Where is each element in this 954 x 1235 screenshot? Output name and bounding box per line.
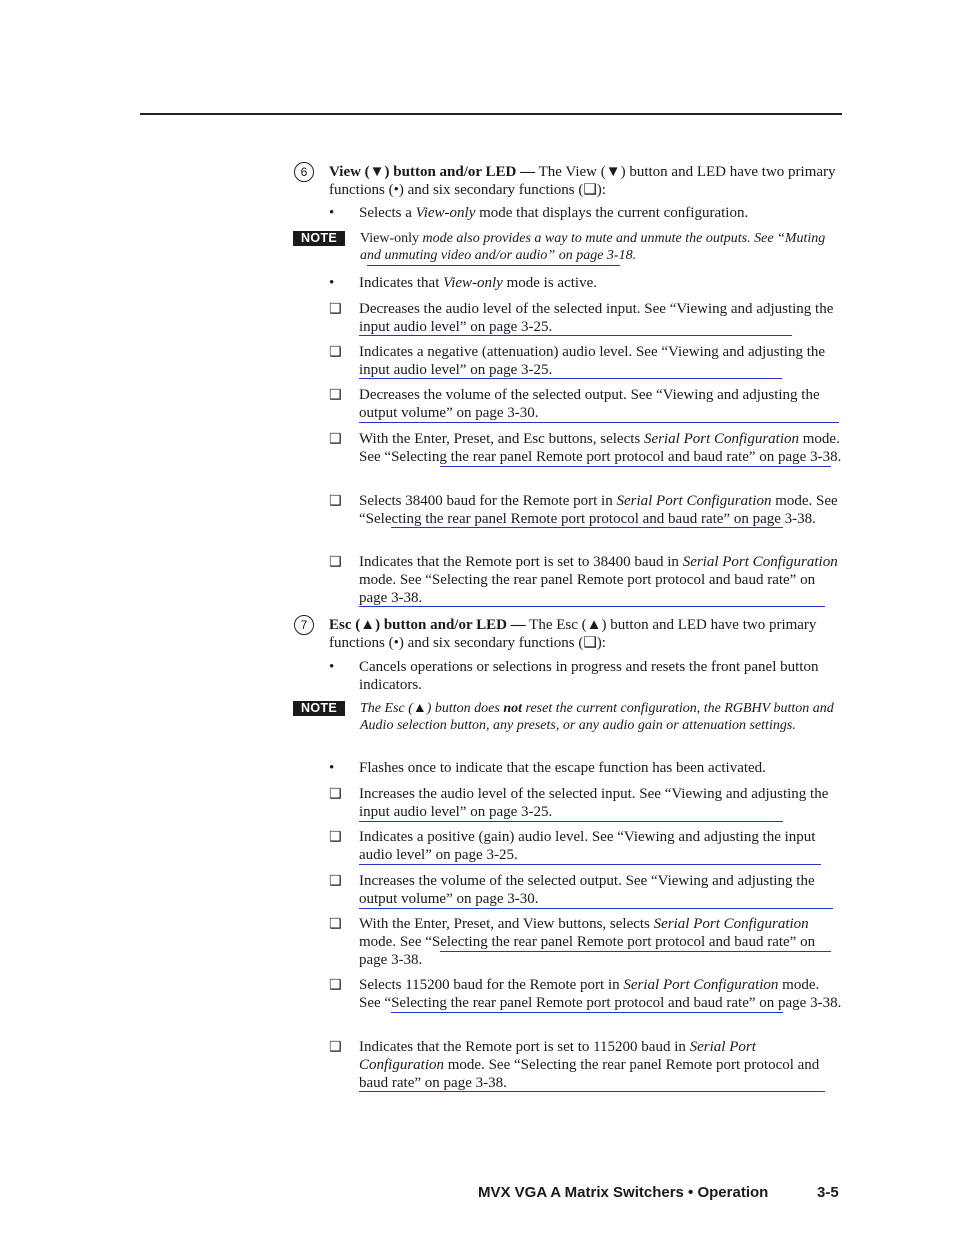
section-7-secondary-6: Indicates that the Remote port is set to 115200 baud in Serial Port Configuration mode. See “Selecting the rear panel Remote port protocol and baud rate” on page 3-38. [359,1039,820,1091]
section-6-title: View (▼) button and/or LED — [329,164,536,180]
section-6-bullet-1: Selects a View-only mode that displays the current configuration. [359,205,749,221]
section-7-intro: The Esc (▲) button and LED have two primary functions (•) and six secondary functions (❑): [329,617,817,651]
bullet-mark: • [329,205,335,221]
checkbox-mark: ❑ [329,431,342,447]
link-underline[interactable] [359,908,833,909]
bullet-mark: • [329,659,335,675]
section-7-note: The Esc (▲) button does not reset the current configuration, the RGBHV button and Audio selection button, any presets, or any audio gain or attenuation settings. [360,701,834,733]
callout-number-7: 7 [294,615,314,635]
page-number: 3-5 [817,1184,839,1201]
section-6-secondary-3: Decreases the volume of the selected output. See “Viewing and adjusting the output volume” on page 3-30. [359,387,820,421]
section-7-bullet-2: Flashes once to indicate that the escape function has been activated. [359,760,766,776]
link-underline[interactable] [391,527,783,528]
section-6-bullet-2: Indicates that View-only mode is active. [359,275,597,291]
link-underline[interactable] [359,335,792,336]
link-underline[interactable] [359,422,839,423]
section-6-secondary-5: Selects 38400 baud for the Remote port in Serial Port Configuration mode. See “Selecting the rear panel Remote port protocol and baud rate” on page 3-38. [359,493,838,527]
section-7-title: Esc (▲) button and/or LED — [329,617,526,633]
link-underline[interactable] [359,821,783,822]
section-7-secondary-3: Increases the volume of the selected output. See “Viewing and adjusting the output volume” on page 3-30. [359,873,815,907]
section-7-secondary-4: With the Enter, Preset, and View buttons, selects Serial Port Configuration mode. See “Selecting the rear panel Remote port protocol and baud rate” on page 3-38. [359,916,816,968]
section-7-bullet-1: Cancels operations or selections in progress and resets the front panel button indicators. [359,659,819,693]
section-6-secondary-6: Indicates that the Remote port is set to 38400 baud in Serial Port Configuration mode. See “Selecting the rear panel Remote port protocol and baud rate” on page 3-38. [359,554,838,606]
section-6-secondary-2: Indicates a negative (attenuation) audio level. See “Viewing and adjusting the input audio level” on page 3-25. [359,344,826,378]
link-underline[interactable] [359,606,825,607]
bullet-mark: • [329,760,335,776]
section-6-heading [329,163,844,199]
link-underline[interactable] [359,1091,825,1092]
section-6-secondary-4: With the Enter, Preset, and Esc buttons, selects Serial Port Configuration mode. See “Selecting the rear panel Remote port protocol and baud rate” on page 3-38. [359,431,842,465]
checkbox-mark: ❑ [329,873,342,889]
link-underline[interactable] [440,466,831,467]
link-underline[interactable] [367,265,620,266]
checkbox-mark: ❑ [329,829,342,845]
section-6-note: View-only mode also provides a way to mute and unmute the outputs. See “Muting and unmuting video and/or audio” on page 3-18. [360,231,826,263]
checkbox-mark: ❑ [329,1039,342,1055]
footer-title: MVX VGA A Matrix Switchers • Operation [478,1184,769,1201]
checkbox-mark: ❑ [329,554,342,570]
section-7-heading [329,616,844,652]
section-6-intro: The View (▼) button and LED have two primary functions (•) and six secondary functions (❑): [329,164,836,198]
link-underline[interactable] [440,951,831,952]
note-badge: NOTE [293,231,345,246]
checkbox-mark: ❑ [329,387,342,403]
checkbox-mark: ❑ [329,344,342,360]
bullet-mark: • [329,275,335,291]
checkbox-mark: ❑ [329,916,342,932]
checkbox-mark: ❑ [329,301,342,317]
section-7-secondary-2: Indicates a positive (gain) audio level. See “Viewing and adjusting the input audio level” on page 3-25. [359,829,816,863]
callout-number-6: 6 [294,162,314,182]
checkbox-mark: ❑ [329,977,342,993]
header-rule [140,113,842,115]
checkbox-mark: ❑ [329,493,342,509]
section-7-secondary-1: Increases the audio level of the selected input. See “Viewing and adjusting the input audio level” on page 3-25. [359,786,829,820]
section-6-secondary-1: Decreases the audio level of the selected input. See “Viewing and adjusting the input audio level” on page 3-25. [359,301,834,335]
note-badge: NOTE [293,701,345,716]
checkbox-mark: ❑ [329,786,342,802]
link-underline[interactable] [391,1012,783,1013]
section-7-secondary-5: Selects 115200 baud for the Remote port in Serial Port Configuration mode. See “Selecting the rear panel Remote port protocol and baud rate” on page 3-38. [359,977,842,1011]
link-underline[interactable] [359,864,821,865]
link-underline[interactable] [359,378,782,379]
